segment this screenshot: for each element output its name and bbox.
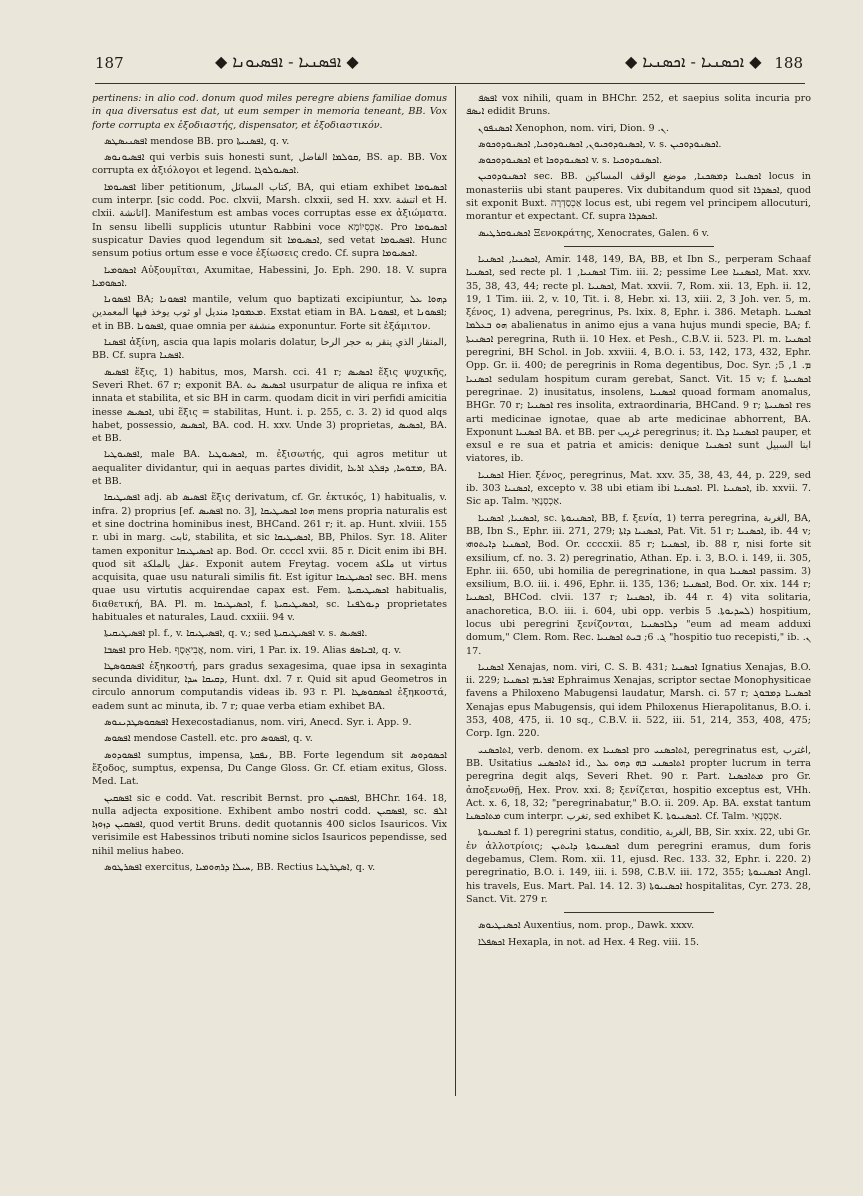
section-separator	[564, 246, 714, 247]
column-divider	[455, 86, 456, 1096]
dictionary-entry: ܐܟܣܢܘܕܘܟܘܣ et ܐܟܣܢܘܕܘܟܐ v. s. ܐܟܣܢܘܕܘܟܝܐ.	[478, 155, 663, 167]
header-rule	[95, 83, 805, 84]
right-running-title: ◆ ܐܟܣܢܝܐ - ܐܟܣܢܝܐ ◆	[625, 52, 762, 71]
dictionary-entry: ܐܦܣܩܝܢ sic e codd. Vat. rescribit Bernst. pro ܐܦܣܩܝܢ, BHChr. 164. 18, nulla adjecta expositione. Exhibent ambo nostri codd. ܐܦܣܩܝܢ, sc. ܐܠܦ ܐܦܣܩܝܢ ܕܙܘܙܐ, quod vertit Bruns. dedit quotannis 400 siclos Isauricos. Vix verisimile est Habessinos tributi nomine siclos Isauricos pependisse, sed nihil melius habeo.	[92, 792, 447, 857]
dictionary-entry: ܐܦܣܢܝܣܛܣ mendose BB. pro ܐܦܣܢܝܬܐ, q. v.	[104, 135, 290, 147]
page-header	[95, 52, 803, 78]
dictionary-entry: ܐܦܣܝܘܢܘܣ qui verbis suis honesti sunt, ܩܘܠܡܐ الفاضل, BS. ap. BB. Vox corrupta ex ἀξιόλογοι et legend. ܐܟܣܝܘܠܘܓܐ.	[92, 152, 447, 177]
dictionary-entry: ܐܦܣܝܘܛܝܐ, male BA. ܐܟܣܝܘܛܝܐ, m. ἐξισωτής, qui agros metitur ut aequaliter dividantur, qui in aequas partes dividit, ܡܫܘܚܐ, ܕܦܠܓ ܐܪܥܐ, BA. et BB.	[92, 449, 447, 488]
dictionary-entry: ܐܟܣܢܦܘܢ Xenophon, nom. viri, Dion. ܢ. 9.	[478, 122, 669, 134]
entry-continuation: pertinens: in alio cod. donum quod miles peregre abiens familiae domus in qua diversatus est dat, ut eum semper in memoria teneant, BB. Vox forte corrupta ex ἐξοδιαστής, dispensator, et ἐξοδιαστικόν.	[92, 93, 447, 131]
dictionary-entry: ܐܦܣܩܘܣܛܐ ἑξηκοστή, pars gradus sexagesima, quae ipsa in sexaginta secunda dividitur, ܕܩܝܩܐ ܚܕܐ, Hunt. dxl. 7 r. Quid sit apud Geometros in circulo annorum computandis videas ib. 93 r. Pl. ܐܟܣܩܘܣܛܐ ἑξηκοστά, eadem sunt ac minuta, ib. 7 r; quae verba etiam exhibet BA.	[92, 660, 447, 712]
dictionary-entry: ܐܦܣܘܣ mendose Castell. etc. pro ܐܦܣܘܣ, q. v.	[104, 733, 313, 745]
dictionary-entry: ܐܟܣܘܡܝܐ Αὐξουμῖται, Axumitae, Habessini, Jo. Eph. 290. 18. V. supra ܐܟܣܘܡܝܐ.	[92, 264, 447, 289]
dictionary-entry: ܐܦܣܒܐ pro Heb. אֲבִיאָסָף, nom. viri, 1 Par. ix. 19. Alias ܐܒܝܐܣܦ, q. v.	[104, 644, 402, 656]
dictionary-entry: ܐܟܣܢܝܘܬܐ f. 1) peregrini status, conditio, الغربة, BB, Sir. xxix. 22, ubi Gr. ἐν ἀλλοτρίοις; ܐܟܣܢܝܘܬܐ ܕܐܝܬܝܢ dum peregrini eramus, dum foris degebamus, Clem. Rom. xii. 11, ejusd. Rec. 133. 32, Ephr. i. 220. 2) peregrinatio, B.O. i. 149, iii. i. 598, C.B.V. iii. 172, 355; ܐܟܣܢܝܘܬܐ Angl. his travels, Eus. Mart. Pal. 14. 12. 3) ܐܟܣܢܝܘܬܐ hospitalitas, Cyr. 273. 28, Sanct. Vit. 279 r.	[466, 827, 811, 905]
dictionary-entry: ܐܟܣܢܝܐ Xenajas, nom. viri, C. S. B. 431; ܐܟܣܢܝܐ Ignatius Xenajas, B.O. ii. 229; ܐܦܪܝܡ ܐܟܣܢܝܐ Ephraimus Xenajas, scriptor sectae Monophysiticae favens a Philoxeno Mabugensi laudatur, Marsh. ci. 57 r; ܐܟܣܢܝܐ ܕܡܒܘܓ Xenajas epus Mabugensis, qui idem Philoxenus Hierapolitanus, B.O. i. 353, 408, 475, ii. 10 sq., C.B.V. ii. 522, iii. 51, 214, 353, 408, 475; Corp. Ign. 220.	[466, 661, 811, 740]
right-column	[466, 92, 811, 1102]
dictionary-entry: ܐܦܣܢܐ ἀξίνη, ascia qua lapis molaris dolatur, المنقار الذي ينقر به حجر الرحا, BB. Cf. supra ܐܦܣܢܐ.	[92, 337, 447, 362]
dictionary-entry: ܐܦܣܦ vox nihili, quam in BHChr. 252, et saepius solita incuria pro ܐܝܣܦ edidit Bruns.	[466, 93, 811, 118]
dictionary-entry: ܐܟܣܢܛܝܘܣ Auxentius, nom. prop., Dawk. xxxv.	[478, 920, 695, 932]
dictionary-entry: ܐܟܣܢܝܐ, ܐܟܣܢܝܐ, sc. ܐܟܣܢܝܘܬܐ, BB, f. ξενία, 1) terra peregrina, الغربة, BA, BB, Ibn S., Ephr. iii. 271, 279; ܐܟܣܢܝܐ ܕܐܬܐ, Pat. Vit. 51 r; ܐܟܣܢܝܐ, ib. 44 v; ܐܟܣܢܝܐ ܕܐܝܬܘܗܝ, Bod. Or. ccccxii. 85 r; ܐܟܣܢܝܐ, ib. 88 r, nisi forte sit exsilium, cf. no. 3. 2) peregrinatio, Athan. Ep. i. 3, B.O. i. 149, ii. 305, Ephr. iii. 650, ubi homilia de peregrinatione, in qua ܐܟܣܢܝܐ passim. 3) exsilium, B.O. iii. i. 496, Ephr. ii. 135, 136; ܐܟܣܢܝܐ, Bod. Or. xix. 144 r; ܐܟܣܢܝܐ, BHCod. clvii. 137 r; ܐܟܣܢܝܐ, ib. 44 r. 4) vita solitaria, anachoretica, B.O. iii. i. 604, ubi opp. verbis ܠܚܕܝܘܬܐ. 5) hospitium, locus ubi peregrini ξενίζονται, ܕܠܐܟܣܢܝܐ "eum ad meam adduxi domum," Clem. Rom. Rec. ܓ. 6; ܒܝܬ ܐܟܣܢܝܐ "hospitio tuo recepisti," ib. ܢ. 17.	[466, 512, 811, 657]
right-page-number: 188	[774, 54, 803, 72]
dictionary-entry: ܐܦܣܝܘܡܐ liber petitionum, كتاب المسائل, BA, qui etiam exhibet ܐܟܣܝܘܡܐ cum interpr. [sic codd. Poc. clxvii, Marsh. clxxii, sed H. xxv. اتنشة et H. clxii. اتانشة]. Manifestum est ambas voces corruptas esse ex ἀξιώματα. In sensu libelli supplicis utuntur Rabbini voce אַכְסִיוֹמָא. Pro ܐܟܣܝܘܡܐ suspicatur Davies quod legendum sit ܐܟܣܝܘܡܐ, sed vetat ܐܦܣܝܘܡܐ. Hunc sensum potius ortum esse e voce ἐξίωσεις credo. Cf. supra ܐܟܣܝܘܡܐ.	[92, 181, 447, 260]
dictionary-entry: ܐܟܣܢܝܐ Hier. ξένος, peregrinus, Mat. xxv. 35, 38, 43, 44, p. 229, sed ib. 303 ܐܟܣܢܝܐ, excepto v. 38 ubi etiam ibi ܐܟܣܢܝܐ. Pl. ܐܟܣܢܝܐ, ib. xxvii. 7. Sic ap. Talm. אַכְסְנָאִי.	[466, 469, 811, 508]
dictionary-entry: ܐܦܣܝܛܝܩܐ adj. ab ܐܦܣܝܣ ἕξις derivatum, cf. Gr. ἑκτικός, 1) habitualis, v. infra. 2) proprius [ef. ܐܦܣܝܣ no. 3], ܗܘܐ ܐܟܣܝܛܝܩܐ mens propria naturalis est et sine doctrina hominibus inest, BHCand. 261 r; it. ap. Hunt. xlviii. 155 r. ubi in marg. ثابت, stabilita, et sic ܐܟܣܝܛܝܩܐ, BB, Philos. Syr. 18. Aliter tamen exponitur ܐܟܣܝܛܝܩܐ ap. Bod. Or. ccccl xvii. 85 r. Dicit enim ibi BH. quod sit عقل بالملكة. Exponit autem Freytag. vocem ملكة ut virtus acquisita, quae usu naturali similis fit. Est igitur ܐܟܣܝܛܝܩܐ sec. BH. mens quae usu virtutis acquirendae capax est. Fem. ܐܟܣܝܛܝܩܝܬܐ habitualis, διαθετική, BA. Pl. m. ܐܟܣܝܛܝܩܐ, f. ܐܟܣܝܛܝܩܝܬܐ, sc. ܕܝܘܠܦܢܐ proprietates habituales et naturales, Laud. cxxiii. 94 v.	[92, 492, 447, 623]
dictionary-entry: ܐܟܣܢܝܐ, ܐܟܣܢܝܐ, Amir. 148, 149, BA, BB, et Ibn S., perperam Schaaf ܐܟܣܢܝܐ, sed recte pl. ܐܟܣܢܝܐ, 1 Tim. iii. 2; pessime Lee ܐܟܣܢܝܐ, Mat. xxv. 35, 38, 43, 44; recte pl. ܐܟܣܢܝܐ, Mat. xxvii. 7, Rom. xii. 13, Eph. ii. 12, 19, 1 Tim. iii. 2, v. 10, Tit. i. 8, Hebr. xi. 13, xiii. 2, 3 Joh. ver. 5, m. ξένος, 1) advena, peregrinus, Ps. lxix. 8, Ephr. i. 386. Metaph. ܐܟܣܢܝܐ ܗܘ ܒܥܠܡܐ abalienatus in animo ejus a vana hujus mundi specie, BA; f. ܐܟܣܢܝܬܐ peregrina, Ruth ii. 10 Hex. et Pesh., C.B.V. ii. 523. Pl. m. ܐܟܣܢܝܐ peregrini, BH Schol. in Job. xxviii. 4, B.O. i. 53, 142, 173, 432, Ephr. Opp. Gr. ii. 400; de peregrinis in Roma degentibus, Doc. Syr. ܡ. 1, 5; ܐܟܣܢܝܐ sedulam hospitum curam gerebat, Sanct. Vit. 15 v; f. ܐܟܣܢܝܬܐ peregrinae. 2) inusitatus, insolens, ܐܟܣܢܝܐ quoad formam anomalus, BHGr. 70 r; ܐܟܣܢܝܐ res insolita, extraordinaria, BHCand. 9 r; ܐܟܣܢܝܬܐ res arti medicinae ignotae, quae ab arte medicinae abhorrent, BA. Exponunt ܐܟܣܢܝܐ BA. et BB. per غريب peregrinus; it. ܐܟܣܢܝܐ ܕܠܐ pauper, et exsul e re sua et patria et amicis: denique ܐܟܣܢܝܐ sunt ابنا السبيل viatores, ib.	[466, 253, 811, 465]
dictionary-entry: ܐܬܐܟܣܢܝ, verb. denom. ex ܐܟܣܢܝܐ pro ܐܬܐܟܣܢܝ, peregrinatus est, اغترب, BB. Usitatius ܐܬܐܟܣܢܝ id., ܐܬܐܟܣܢܝ ܒܗ ܕܗܘ ܥܠ propter lucrum in terra peregrina degit alqs, Severi Rhet. 90 r. Part. ܡܬܐܟܣܢܐ pro Gr. ἀποξενωθῇ, Hex. Prov. xxi. 8; ξενίζεται, hospitio exceptus est, VHh. Act. x. 6, 18, 32; "peregrinabatur," B.O. ii. 209. Ap. BA. exstat tantum ܡܬܐܟܣܢܐ cum interpr. تغرب, sed exhibet K. ܐܟܣܢܝܘܬܐ. Cf. Talm. אַכְסְנָאִי.	[466, 744, 811, 823]
left-page-number: 187	[95, 54, 124, 72]
left-running-title: ◆ ܐܦܣܢܝܐ - ܐܦܣܝܘܢܐ ◆	[215, 52, 359, 71]
dictionary-entry: ܐܦܣܪܛܘܣ exercitus, ܚܝܠܐ ܕܪܗܘܡܝܐ, BB. Rectius ܐܣܛܪܛܝܐ, q. v.	[104, 862, 376, 874]
dictionary-entry: ܐܦܣܩܘܣܛܕܝܢܘܣ Hexecostadianus, nom. viri, Anecd. Syr. i. App. 9.	[104, 717, 412, 729]
dictionary-entry: ܐܦܣܝܛܝܩܝܬܐ pl. f., v. ܐܦܣܝܛܝܩܐ, q. v.; sed ܐܦܣܝܛܝܩܝܬܐ v. s. ܐܦܣܝܣ.	[104, 628, 368, 640]
dictionary-entry: ܐܦܣܝܣ ἕξις, 1) habitus, mos, Marsh. cci. 41 r; ܐܟܣܝܣ ἕξις ψυχικῆς, Severi Rhet. 67 r; exponit BA. ܐܟܣܝܣ ܝܬ usurpatur de aliqua re infixa et innata et stabilita, et sic BH in carm. quodam dicit in viri perfidi amicitia inesse ܐܟܣܝܣ, ubi ἕξις = stabilitas, Hunt. i. p. 255, c. 3. 2) id quod alqs habet, possessio, ܐܟܣܝܣ, BA. cod. H. xxv. Unde 3) proprietas, ܐܟܣܝܣ, BA. et BB.	[92, 366, 447, 445]
dictionary-entry: ܐܟܣܢܘܕܘܟܝܘܢ, ܐܟܣܢܘܕܘܟܝܐ, ܐܟܣܢܘܕܘܟܘܣ, v. s. ܐܟܣܢܘܕܘܟܝܢ.	[478, 138, 722, 150]
dictionary-entry: ܐܟܣܦܠܐ Hexapla, in not. ad Hex. 4 Reg. viii. 15.	[478, 936, 700, 948]
dictionary-entry: ܐܟܣܢܘܩܪܛܝܣ Ξενοκράτης, Xenocrates, Galen. 6 v.	[478, 227, 710, 239]
left-column	[92, 92, 447, 1102]
dictionary-entry: ܐܦܣܘܕܘܣ sumptus, impensa, ܢܦܩܬܐ, BB. Forte legendum sit ܐܟܣܘܕܘܣ ἔξοδος, sumptus, expensa, Du Cange Gloss. Gr. Cf. etiam exitus, Gloss. Med. Lat.	[92, 749, 447, 788]
section-separator	[564, 912, 714, 913]
dictionary-entry: ܐܟܣܢܘܕܘܟܝܢ sec. BB. ܐܟܣܢܝܐ ܕܡܣܟܢܐ, موضع الوقف المساكين locus in monasteriis ubi stant pauperes. Vix dubitandum quod sit ܐܟܣܕܪܐ, quod sit exponit Buxt. אַכְסַדְרָה locus est, ubi regem vel principem allocuturi, morantur et expectant. Cf. supra ܐܟܣܕܪܐ.	[466, 171, 811, 223]
dictionary-entry: ܐܦܣܘܢܐ BA; ܐܦܣܘܢܐ mantile, velum quo baptizati excipiuntur, ܕܗܘܐ ܥܠ ܡܥܡܘܕܐ منديل او ثوب يوخذ فيها المعمدين. Exstat etiam in BA. ܐܦܣܘܢܐ, et ܐܦܣܘܢܐ; et in BB. ܐܦܣܘܢܐ, quae omnia per منشفة exponuntur. Forte sit ἐξάμιτον.	[92, 294, 447, 332]
